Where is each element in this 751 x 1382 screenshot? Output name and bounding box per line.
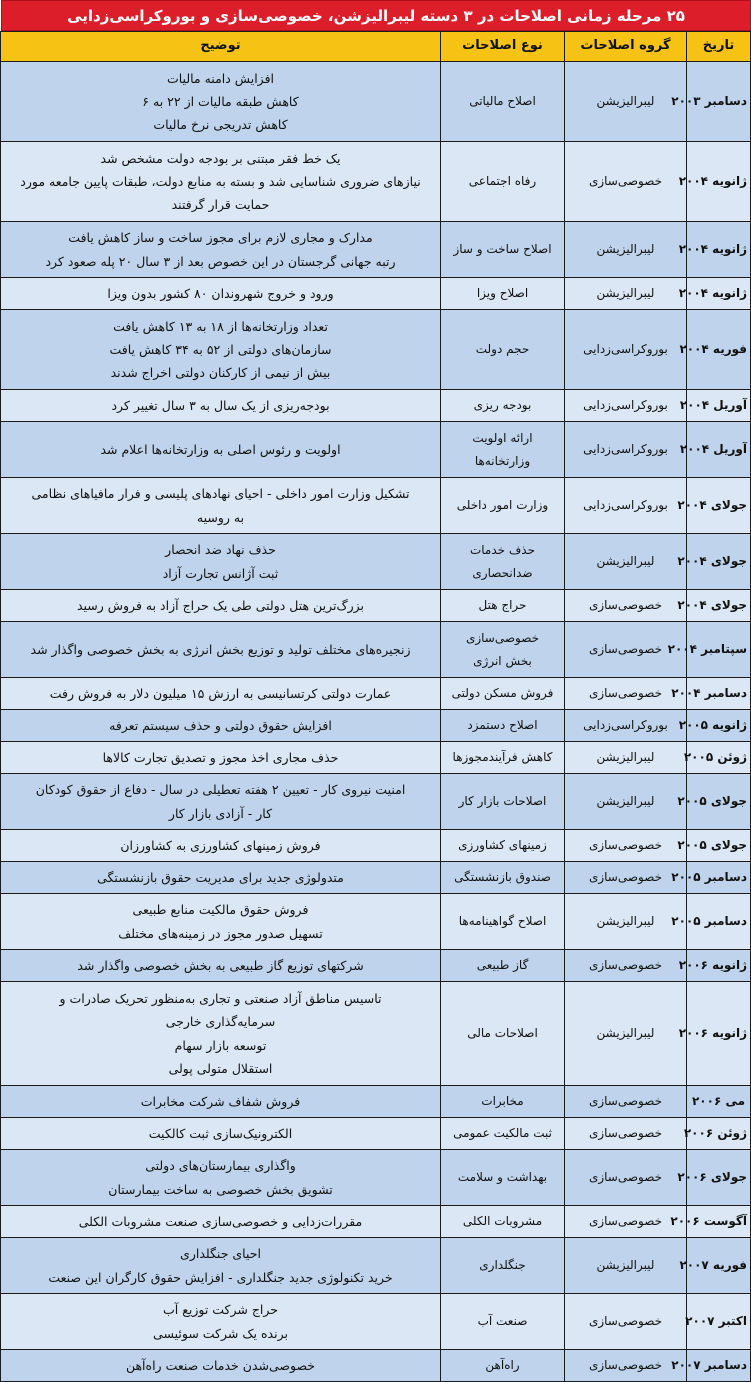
table-row — [1, 142, 751, 222]
cell-type — [441, 62, 565, 142]
cell-type — [441, 310, 565, 390]
cell-date: جولای ۲۰۰۴ — [687, 478, 751, 534]
cell-description — [1, 278, 441, 310]
type-line: بخش انرژی — [473, 653, 532, 668]
cell-description — [1, 862, 441, 894]
description-line: بزرگ‌ترین هتل دولتی طی یک حراج آزاد به فروش رسید — [76, 597, 365, 613]
cell-date: ژانویه ۲۰۰۴ — [687, 222, 751, 278]
description-line: افزایش حقوق دولتی و حذف سیستم تعرفه — [109, 717, 332, 733]
type-line: ثبت مالکیت عمومی — [453, 1126, 552, 1141]
description-line: تشکیل وزارت امور داخلی - احیای نهادهای پلیسی و فرار مافیاهای نظامی — [31, 486, 410, 502]
type-line: حراج هتل — [478, 598, 527, 613]
table-row — [1, 1350, 751, 1382]
description-line: تاسیس مناطق آزاد صنعتی و تجاری به‌منظور تحریک صادرات و — [59, 991, 382, 1007]
cell-date: ژانویه ۲۰۰۴ — [687, 142, 751, 222]
type-line: حذف خدمات — [469, 543, 536, 558]
cell-type — [441, 1150, 565, 1206]
description-line: تسهیل صدور مجوز در زمینه‌های مختلف — [118, 925, 323, 941]
description-line: عمارت دولتی کرتسانیسی به ارزش ۱۵ میلیون دلار به فروش رفت — [49, 685, 392, 701]
cell-description — [1, 534, 441, 590]
description-line: اولویت و رئوس اصلی به وزارتخانه‌ها اعلام شد — [100, 441, 341, 457]
description-line: استقلال متولی پولی — [168, 1060, 273, 1076]
cell-type — [441, 622, 565, 678]
cell-description — [1, 1086, 441, 1118]
description-line: حراج شرکت توزیع آب — [162, 1302, 279, 1318]
table-row — [1, 894, 751, 950]
cell-date: می ۲۰۰۶ — [687, 1086, 751, 1118]
cell-type — [441, 774, 565, 830]
description-line: حذف مجاری اخذ مجوز و تصدیق تجارت کالاها — [102, 749, 339, 765]
reforms-table — [0, 31, 751, 1382]
cell-group: لیبرالیزیشن — [565, 278, 687, 310]
cell-date: ژانویه ۲۰۰۶ — [687, 982, 751, 1086]
cell-date: جولای ۲۰۰۵ — [687, 830, 751, 862]
infographic — [1, 0, 751, 1376]
cell-type — [441, 222, 565, 278]
cell-group: لیبرالیزیشن — [565, 742, 687, 774]
table-row — [1, 390, 751, 422]
table-row — [1, 830, 751, 862]
cell-description — [1, 1238, 441, 1294]
table-row — [1, 1150, 751, 1206]
table-header-row — [1, 32, 751, 62]
description-line: به روسیه — [196, 509, 245, 525]
cell-type — [441, 742, 565, 774]
table-row — [1, 622, 751, 678]
cell-group: بوروکراسی‌زدایی — [565, 478, 687, 534]
cell-description — [1, 894, 441, 950]
table-row — [1, 422, 751, 478]
header-description: توضیح — [1, 32, 441, 62]
description-line: برنده یک شرکت سوئیسی — [153, 1325, 288, 1341]
type-line: بودجه ریزی — [473, 398, 532, 413]
cell-date: سپتامبر ۲۰۰۴ — [687, 622, 751, 678]
cell-date: جولای ۲۰۰۴ — [687, 590, 751, 622]
cell-group: خصوصی‌سازی — [565, 1118, 687, 1150]
cell-date: آوریل ۲۰۰۴ — [687, 422, 751, 478]
description-line: حمایت قرار گرفتند — [171, 197, 270, 213]
cell-group: خصوصی‌سازی — [565, 1294, 687, 1350]
cell-description — [1, 622, 441, 678]
cell-group: بوروکراسی‌زدایی — [565, 310, 687, 390]
cell-group: خصوصی‌سازی — [565, 950, 687, 982]
description-line: مدارک و مجاری لازم برای مجوز ساخت و ساز کاهش یافت — [68, 230, 373, 246]
cell-description — [1, 222, 441, 278]
header-group: گروه اصلاحات — [565, 32, 687, 62]
type-line: جنگلداری — [479, 1258, 526, 1273]
cell-group: خصوصی‌سازی — [565, 1086, 687, 1118]
description-line: مقررات‌زدایی و خصوصی‌سازی صنعت مشروبات الکلی — [78, 1213, 363, 1229]
cell-description — [1, 590, 441, 622]
cell-type — [441, 710, 565, 742]
cell-description — [1, 1294, 441, 1350]
cell-group: خصوصی‌سازی — [565, 678, 687, 710]
cell-type — [441, 534, 565, 590]
type-line: رفاه اجتماعی — [468, 174, 537, 189]
table-row — [1, 1206, 751, 1238]
table-row — [1, 590, 751, 622]
cell-description — [1, 742, 441, 774]
cell-type — [441, 278, 565, 310]
cell-description — [1, 1350, 441, 1382]
cell-description — [1, 950, 441, 982]
cell-type — [441, 1118, 565, 1150]
type-line: صنعت آب — [477, 1314, 528, 1329]
cell-group: خصوصی‌سازی — [565, 622, 687, 678]
table-row — [1, 774, 751, 830]
cell-date: آگوست ۲۰۰۶ — [687, 1206, 751, 1238]
type-line: اصلاح ساخت و ساز — [453, 242, 552, 257]
cell-description — [1, 678, 441, 710]
cell-type — [441, 830, 565, 862]
cell-type — [441, 1238, 565, 1294]
cell-group: خصوصی‌سازی — [565, 1206, 687, 1238]
type-line: اصلاح ویزا — [476, 286, 529, 301]
type-line: حجم دولت — [475, 342, 530, 357]
cell-type — [441, 142, 565, 222]
type-line: اصلاح گواهینامه‌ها — [458, 914, 547, 929]
table-row — [1, 742, 751, 774]
cell-description — [1, 710, 441, 742]
cell-description — [1, 422, 441, 478]
description-line: امنیت نیروی کار - تعیین ۲ هفته تعطیلی در سال - دفاع از حقوق کودکان — [35, 782, 406, 798]
type-line: وزارت امور داخلی — [456, 498, 549, 513]
cell-group: خصوصی‌سازی — [565, 1150, 687, 1206]
description-line: واگذاری بیمارستان‌های دولتی — [145, 1158, 296, 1174]
cell-group: خصوصی‌سازی — [565, 590, 687, 622]
cell-description — [1, 774, 441, 830]
cell-type — [441, 862, 565, 894]
cell-description — [1, 1150, 441, 1206]
cell-description — [1, 62, 441, 142]
header-type: نوع اصلاحات — [441, 32, 565, 62]
cell-date: جولای ۲۰۰۴ — [687, 534, 751, 590]
type-line: اصلاحات مالی — [467, 1026, 538, 1041]
cell-date: اکتبر ۲۰۰۷ — [687, 1294, 751, 1350]
type-line: اصلاحات بازار کار — [458, 794, 547, 809]
cell-type — [441, 894, 565, 950]
type-line: گاز طبیعی — [476, 958, 529, 973]
type-line: ضدانحصاری — [472, 565, 533, 580]
cell-date: دسامبر ۲۰۰۴ — [687, 678, 751, 710]
table-row — [1, 1118, 751, 1150]
description-line: فروش حقوق مالکیت منابع طبیعی — [132, 902, 309, 918]
description-line: افزایش دامنه مالیات — [166, 70, 275, 86]
cell-group: لیبرالیزیشن — [565, 894, 687, 950]
cell-date: آوریل ۲۰۰۴ — [687, 390, 751, 422]
type-line: خصوصی‌سازی — [465, 631, 540, 646]
table-row — [1, 950, 751, 982]
description-line: تشویق بخش خصوصی به ساخت بیمارستان — [108, 1181, 333, 1197]
description-line: ورود و خروج شهروندان ۸۰ کشور بدون ویزا — [107, 285, 334, 301]
cell-description — [1, 1118, 441, 1150]
description-line: یک خط فقر مبتنی بر بودجه دولت مشخص شد — [100, 150, 341, 166]
cell-type — [441, 590, 565, 622]
cell-description — [1, 830, 441, 862]
table-row — [1, 710, 751, 742]
table-row — [1, 62, 751, 142]
description-line: کار - آزادی بازار کار — [168, 805, 273, 821]
description-line: الکترونیک‌سازی ثبت کالکیت — [148, 1125, 293, 1141]
cell-date: ژانویه ۲۰۰۴ — [687, 278, 751, 310]
cell-date: فوریه ۲۰۰۷ — [687, 1238, 751, 1294]
description-line: کاهش طبقه مالیات از ۲۲ به ۶ — [142, 93, 299, 109]
cell-group: بوروکراسی‌زدایی — [565, 710, 687, 742]
description-line: بودجه‌ریزی از یک سال به ۳ سال تغییر کرد — [111, 397, 330, 413]
cell-date: ژانویه ۲۰۰۵ — [687, 710, 751, 742]
description-line: ثبت آژانس تجارت آزاد — [162, 565, 279, 581]
table-row — [1, 1294, 751, 1350]
cell-description — [1, 310, 441, 390]
cell-group: خصوصی‌سازی — [565, 830, 687, 862]
type-line: راه‌آهن — [485, 1358, 520, 1373]
cell-group: لیبرالیزیشن — [565, 222, 687, 278]
cell-group: لیبرالیزیشن — [565, 982, 687, 1086]
type-line: کاهش فرآیندمجوزها — [452, 750, 553, 765]
description-line: متدولوژی جدید برای مدیریت حقوق بازنشستگی — [97, 869, 344, 885]
table-row — [1, 982, 751, 1086]
description-line: خصوصی‌شدن خدمات صنعت راه‌آهن — [125, 1357, 316, 1373]
cell-description — [1, 1206, 441, 1238]
cell-group: لیبرالیزیشن — [565, 62, 687, 142]
description-line: سرمایه‌گذاری خارجی — [165, 1014, 276, 1030]
cell-group: بوروکراسی‌زدایی — [565, 390, 687, 422]
cell-date: دسامبر ۲۰۰۵ — [687, 862, 751, 894]
type-line: زمینهای کشاورزی — [458, 838, 547, 853]
description-line: کاهش تدریجی نرخ مالیات — [153, 117, 288, 133]
cell-type — [441, 390, 565, 422]
cell-type — [441, 422, 565, 478]
table-row — [1, 310, 751, 390]
type-line: صندوق بازنشستگی — [454, 870, 551, 885]
cell-date: ژانویه ۲۰۰۶ — [687, 950, 751, 982]
description-line: سازمان‌های دولتی از ۵۲ به ۳۴ کاهش یافت — [109, 341, 332, 357]
cell-group: خصوصی‌سازی — [565, 142, 687, 222]
description-line: نیازهای ضروری شناسایی شد و بسته به منابع دولت، طبقات پایین جامعه مورد — [20, 173, 421, 189]
cell-type — [441, 1350, 565, 1382]
description-line: بیش از نیمی از کارکنان دولتی اخراج شدند — [110, 365, 331, 381]
description-line: حذف نهاد ضد انحصار — [165, 542, 276, 558]
type-line: مخابرات — [481, 1094, 524, 1109]
cell-date: جولای ۲۰۰۵ — [687, 774, 751, 830]
table-row — [1, 278, 751, 310]
description-line: فروش زمینهای کشاورزی به کشاورزان — [120, 837, 321, 853]
cell-type — [441, 982, 565, 1086]
cell-type — [441, 950, 565, 982]
type-line: ارائه اولویت — [472, 431, 533, 446]
description-line: زنجیره‌های مختلف تولید و توزیع بخش انرژی به بخش خصوصی واگذار شد — [30, 641, 411, 657]
cell-group: خصوصی‌سازی — [565, 1350, 687, 1382]
header-date: تاریخ — [687, 32, 751, 62]
cell-date: جولای ۲۰۰۶ — [687, 1150, 751, 1206]
table-row — [1, 678, 751, 710]
page-title: ۲۵ مرحله زمانی اصلاحات در ۳ دسته لیبرالیزشن، خصوصی‌سازی و بوروکراسی‌زدایی — [1, 0, 751, 31]
cell-description — [1, 478, 441, 534]
cell-group: خصوصی‌سازی — [565, 862, 687, 894]
cell-date: دسامبر ۲۰۰۵ — [687, 894, 751, 950]
cell-description — [1, 390, 441, 422]
cell-type — [441, 478, 565, 534]
table-row — [1, 534, 751, 590]
cell-group: لیبرالیزیشن — [565, 774, 687, 830]
table-row — [1, 1238, 751, 1294]
cell-type — [441, 1206, 565, 1238]
table-row — [1, 222, 751, 278]
type-line: فروش مسکن دولتی — [451, 686, 554, 701]
type-line: مشروبات الکلی — [462, 1214, 543, 1229]
cell-group: لیبرالیزیشن — [565, 1238, 687, 1294]
description-line: خرید تکنولوژی جدید جنگلداری - افزایش حقوق کارگران این صنعت — [48, 1269, 393, 1285]
description-line: احیای جنگلداری — [180, 1246, 261, 1262]
type-line: بهداشت و سلامت — [457, 1170, 548, 1185]
type-line: اصلاح دستمزد — [467, 718, 538, 733]
description-line: رتبه جهانی گرجستان در این خصوص بعد از ۳ سال ۲۰ پله صعود کرد — [45, 253, 396, 269]
description-line: شرکتهای توزیع گاز طبیعی به بخش خصوصی واگذار شد — [77, 957, 364, 973]
type-line: اصلاح مالیاتی — [469, 94, 536, 109]
cell-date: دسامبر ۲۰۰۳ — [687, 62, 751, 142]
cell-date: دسامبر ۲۰۰۷ — [687, 1350, 751, 1382]
cell-description — [1, 142, 441, 222]
cell-group: بوروکراسی‌زدایی — [565, 422, 687, 478]
cell-type — [441, 678, 565, 710]
cell-type — [441, 1086, 565, 1118]
cell-date: فوریه ۲۰۰۴ — [687, 310, 751, 390]
description-line: تعداد وزارتخانه‌ها از ۱۸ به ۱۳ کاهش یافت — [113, 318, 328, 334]
table-row — [1, 1086, 751, 1118]
cell-date: ژوئن ۲۰۰۵ — [687, 742, 751, 774]
table-row — [1, 478, 751, 534]
description-line: توسعه بازار سهام — [174, 1037, 267, 1053]
cell-group: لیبرالیزیشن — [565, 534, 687, 590]
table-body — [1, 62, 751, 1382]
cell-type — [441, 1294, 565, 1350]
cell-description — [1, 982, 441, 1086]
type-line: وزارتخانه‌ها — [474, 453, 531, 468]
description-line: فروش شفاف شرکت مخابرات — [140, 1093, 301, 1109]
table-row — [1, 862, 751, 894]
cell-date: ژوئن ۲۰۰۶ — [687, 1118, 751, 1150]
